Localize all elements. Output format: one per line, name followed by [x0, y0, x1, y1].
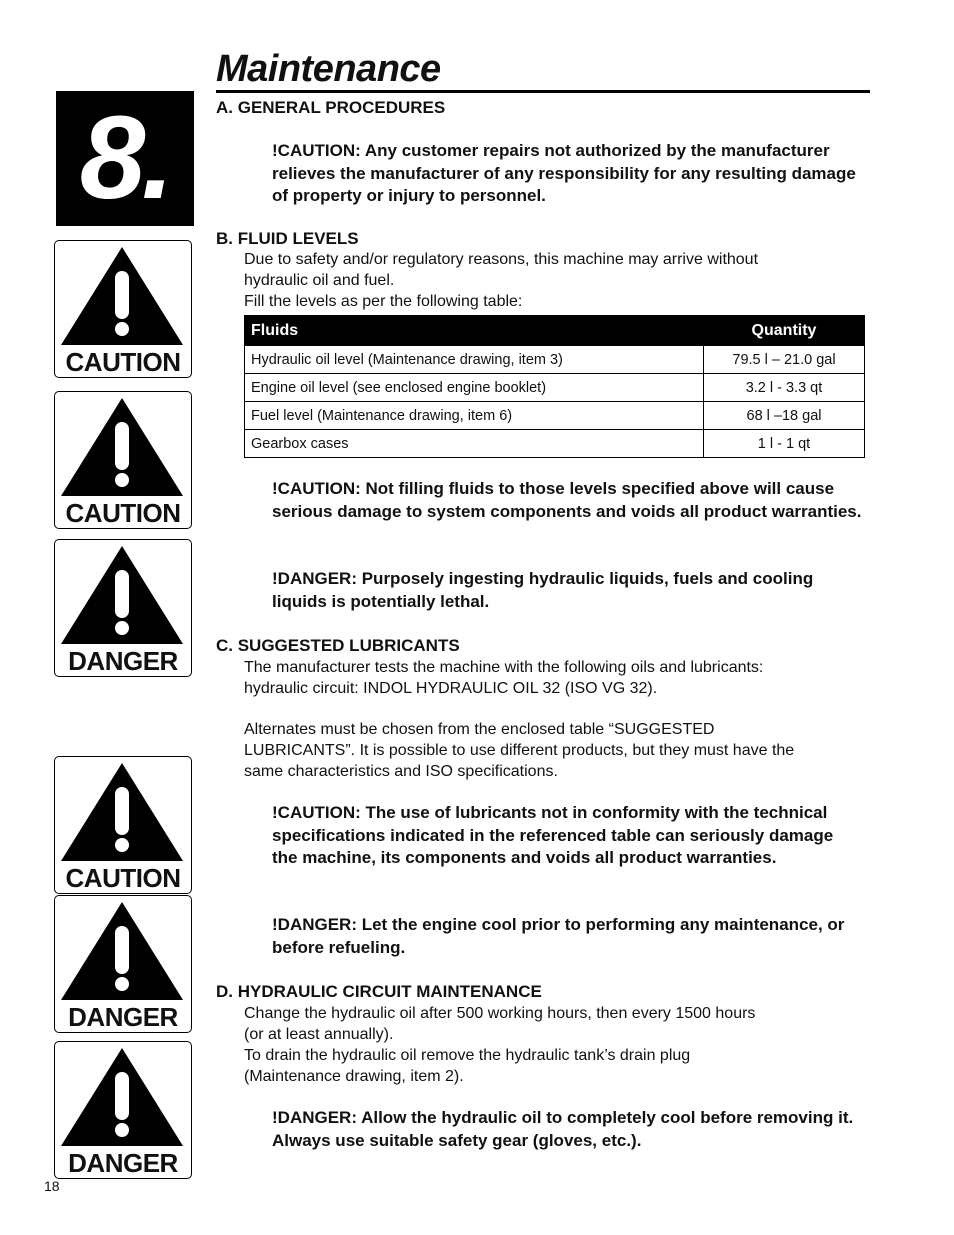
fluid-cell: Hydraulic oil level (Maintenance drawing, item 3) [245, 346, 704, 374]
quantity-cell: 68 l –18 gal [704, 402, 865, 430]
text-line: Due to safety and/or regulatory reasons, this machine may arrive without [244, 251, 759, 268]
title-rule [216, 90, 870, 93]
caution-sign-3 [54, 756, 192, 894]
section-d-heading: D. HYDRAULIC CIRCUIT MAINTENANCE [216, 982, 542, 1001]
caution-sign-1 [54, 240, 192, 378]
text-line: LUBRICANTS”. It is possible to use different products, but they must have the [244, 742, 795, 759]
sign-label: CAUTION [65, 863, 181, 893]
table-row [245, 402, 865, 430]
section-b-paragraph [244, 249, 859, 312]
warning-triangle-icon [55, 392, 190, 502]
table-row [245, 346, 865, 374]
text-line: To drain the hydraulic oil remove the hydraulic tank’s drain plug [244, 1047, 691, 1064]
section-c-paragraph-1 [244, 657, 859, 699]
quantity-cell: 79.5 l – 21.0 gal [704, 346, 865, 374]
page-number: 18 [44, 1178, 60, 1194]
warning-triangle-icon [55, 896, 190, 1006]
text-line: hydraulic circuit: INDOL HYDRAULIC OIL 32 (ISO VG 32). [244, 680, 658, 697]
text-line: (or at least annually). [244, 1026, 394, 1043]
fluid-cell: Gearbox cases [245, 430, 704, 458]
quantity-cell: 1 l - 1 qt [704, 430, 865, 458]
text-line: hydraulic oil and fuel. [244, 272, 395, 289]
danger-sign-2 [54, 895, 192, 1033]
chapter-number: 8. [56, 91, 194, 226]
text-line: Fill the levels as per the following table: [244, 293, 523, 310]
fluids-table [244, 315, 865, 458]
warning-triangle-icon [55, 1042, 190, 1152]
section-b-heading: B. FLUID LEVELS [216, 229, 359, 248]
fluid-cell: Engine oil level (see enclosed engine booklet) [245, 374, 704, 402]
sign-label: DANGER [68, 1148, 178, 1178]
warning-triangle-icon [55, 757, 190, 867]
text-line: The manufacturer tests the machine with the following oils and lubricants: [244, 659, 764, 676]
text-line: (Maintenance drawing, item 2). [244, 1068, 464, 1085]
quantity-cell: 3.2 l - 3.3 qt [704, 374, 865, 402]
section-d-paragraph [244, 1003, 859, 1087]
table-row [245, 374, 865, 402]
sign-label: DANGER [68, 1002, 178, 1032]
section-a-caution: !CAUTION: Any customer repairs not authorized by the manufacturer relieves the manufacturer of any responsibility for any resulting damage of property or injury to personnel. [272, 141, 856, 205]
section-a-heading: A. GENERAL PROCEDURES [216, 98, 446, 117]
text-line: Change the hydraulic oil after 500 working hours, then every 1500 hours [244, 1005, 756, 1022]
warning-triangle-icon [55, 540, 190, 650]
danger-sign-1 [54, 539, 192, 677]
sign-label: CAUTION [65, 498, 181, 528]
section-c-danger: !DANGER: Let the engine cool prior to performing any maintenance, or before refueling. [272, 915, 845, 957]
sign-label: CAUTION [65, 347, 181, 377]
section-c-heading: C. SUGGESTED LUBRICANTS [216, 636, 460, 655]
sign-label: DANGER [68, 646, 178, 676]
section-d-danger: !DANGER: Allow the hydraulic oil to completely cool before removing it. Always use suitable safety gear (gloves, etc.). [272, 1108, 854, 1150]
section-c-caution: !CAUTION: The use of lubricants not in conformity with the technical specifications indicated in the referenced table can seriously damage the machine, its components and voids all product warranties. [272, 803, 834, 867]
caution-sign-2 [54, 391, 192, 529]
section-b-caution: !CAUTION: Not filling fluids to those levels specified above will cause serious damage to system components and voids all product warranties. [272, 479, 862, 521]
table-header-row [245, 316, 865, 346]
text-line: same characteristics and ISO specifications. [244, 763, 558, 780]
section-b-danger: !DANGER: Purposely ingesting hydraulic liquids, fuels and cooling liquids is potentially lethal. [272, 569, 814, 611]
column-header-fluids: Fluids [245, 316, 704, 346]
column-header-quantity: Quantity [704, 316, 865, 346]
danger-sign-3 [54, 1041, 192, 1179]
section-c-paragraph-2 [244, 719, 859, 782]
table-row [245, 430, 865, 458]
fluid-cell: Fuel level (Maintenance drawing, item 6) [245, 402, 704, 430]
warning-triangle-icon [55, 241, 190, 351]
page-title: Maintenance [216, 48, 441, 90]
text-line: Alternates must be chosen from the enclosed table “SUGGESTED [244, 721, 715, 738]
